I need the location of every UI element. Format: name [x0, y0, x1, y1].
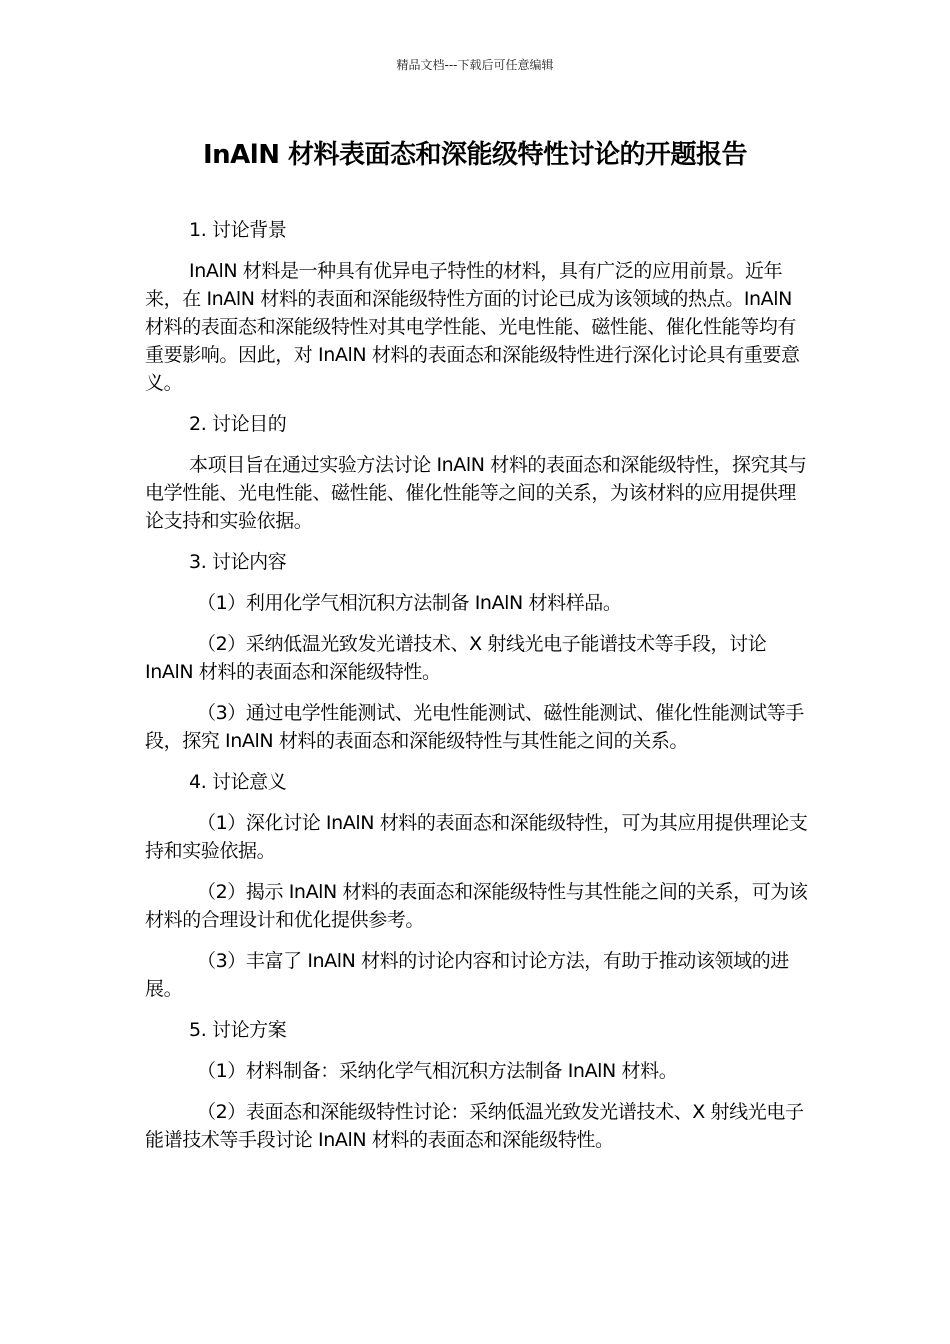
content-item-3: （3）通过电学性能测试、光电性能测试、磁性能测试、催化性能测试等手段，探究 InAlN 材料的表面态和深能级特性与其性能之间的关系。 [145, 702, 804, 752]
background-paragraph: InAlN 材料是一种具有优异电子特性的材料，具有广泛的应用前景。近年来，在 InAlN 材料的表面和深能级特性方面的讨论已成为该领域的热点。InAlN 材料的表面态和深能级特性对其电学性能、光电性能、磁性能、催化性能等均有重要影响。因此，对 InAlN 材料的表面态和深能级特性进行深化讨论具有重要意义。 [145, 260, 800, 394]
significance-item-1: （1）深化讨论 InAlN 材料的表面态和深能级特性，可为其应用提供理论支持和实验依据。 [145, 812, 808, 862]
purpose-paragraph: 本项目旨在通过实验方法讨论 InAlN 材料的表面态和深能级特性，探究其与电学性能、光电性能、磁性能、催化性能等之间的关系，为该材料的应用提供理论支持和实验依据。 [145, 454, 807, 532]
document-title: InAlN 材料表面态和深能级特性讨论的开题报告 [202, 140, 748, 170]
significance-item-3: （3）丰富了 InAlN 材料的讨论内容和讨论方法，有助于推动该领域的进展。 [145, 950, 789, 1000]
significance-item-2: （2）揭示 InAlN 材料的表面态和深能级特性与其性能之间的关系，可为该材料的合理设计和优化提供参考。 [145, 881, 808, 931]
section-heading-purpose: 2. 讨论目的 [189, 413, 287, 435]
plan-item-2: （2）表面态和深能级特性讨论：采纳低温光致发光谱技术、X 射线光电子能谱技术等手段讨论 InAlN 材料的表面态和深能级特性。 [145, 1101, 804, 1151]
section-heading-content: 3. 讨论内容 [189, 551, 287, 573]
document-body [145, 216, 809, 1167]
plan-item-1: （1）材料制备：采纳化学气相沉积方法制备 InAlN 材料。 [197, 1060, 678, 1082]
content-item-1: （1）利用化学气相沉积方法制备 InAlN 材料样品。 [197, 592, 622, 614]
section-heading-significance: 4. 讨论意义 [189, 771, 287, 793]
section-heading-background: 1. 讨论背景 [189, 219, 287, 241]
header-note: 精品文档---下载后可任意编辑 [396, 58, 554, 72]
section-heading-plan: 5. 讨论方案 [189, 1019, 287, 1041]
content-item-2: （2）采纳低温光致发光谱技术、X 射线光电子能谱技术等手段，讨论 InAlN 材料的表面态和深能级特性。 [145, 633, 767, 683]
